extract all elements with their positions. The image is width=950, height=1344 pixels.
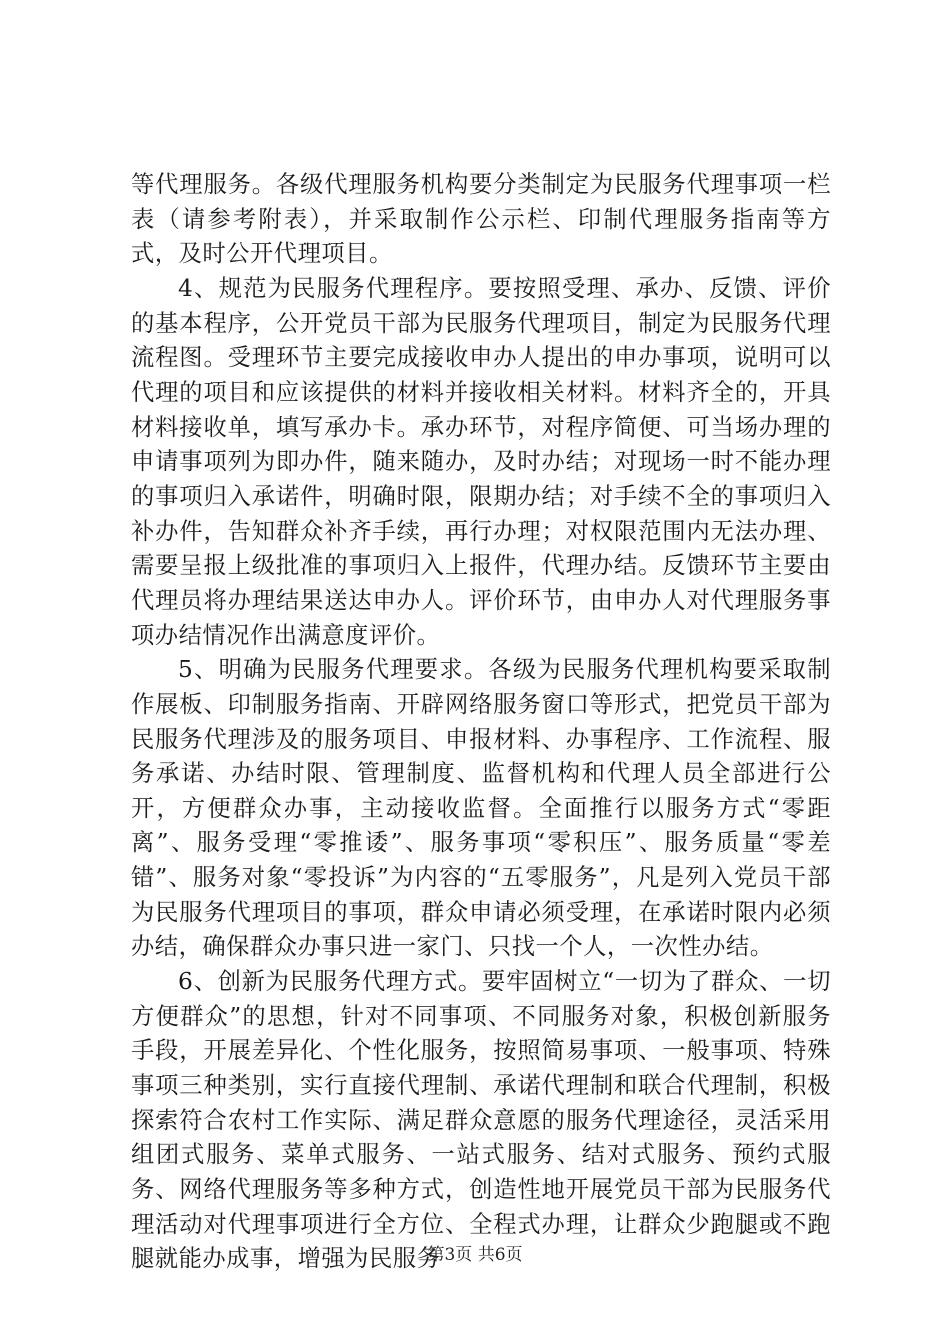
paragraph-item-6: 6、创新为民服务代理方式。要牢固树立“一切为了群众、一切方便群众”的思想，针对不同事项、不同服务对象，积极创新服务手段，开展差异化、个性化服务，按照简易事项、一般事项、特殊事项三种类别，实行直接代理制、承诺代理制和联合代理制，积极探索符合农村工作实际、满足群众意愿的服务代理途径，灵活采用组团式服务、菜单式服务、一站式服务、结对式服务、预约式服务、网络代理服务等多种方式，创造性地开展党员干部为民服务代理活动对代理事项进行全方位、全程式办理，让群众少跑腿或不跑腿就能办成事，增强为民服务 — [131, 968, 831, 1273]
document-body — [131, 168, 831, 1277]
paragraph-item-5: 5、明确为民服务代理要求。各级为民服务代理机构要采取制作展板、印制服务指南、开辟网络服务窗口等形式，把党员干部为民服务代理涉及的服务项目、申报材料、办事程序、工作流程、服务承诺、办结时限、管理制度、监督机构和代理人员全部进行公开，方便群众办事，主动接收监督。全面推行以服务方式“零距离”、服务受理“零推诿”、服务事项“零积压”、服务质量“零差错”、服务对象“零投诉”为内容的“五零服务”，凡是列入党员干部为民服务代理项目的事项，群众申请必须受理，在承诺时限内必须办结，确保群众办事只进一家门、只找一个人，一次性办结。 — [131, 656, 831, 961]
page-footer — [0, 1245, 950, 1265]
page-number-label: 第3页 共6页 — [427, 1245, 523, 1265]
paragraph-item-4: 4、规范为民服务代理程序。要按照受理、承办、反馈、评价的基本程序，公开党员干部为民服务代理项目，制定为民服务代理流程图。受理环节主要完成接收申办人提出的申办事项，说明可以代理的项目和应该提供的材料并接收相关材料。材料齐全的，开具材料接收单，填写承办卡。承办环节，对程序简便、可当场办理的申请事项列为即办件，随来随办，及时办结；对现场一时不能办理的事项归入承诺件，明确时限，限期办结；对手续不全的事项归入补办件，告知群众补齐手续，再行办理；对权限范围内无法办理、需要呈报上级批准的事项归入上报件，代理办结。反馈环节主要由代理员将办理结果送达申办人。评价环节，由申办人对代理服务事项办结情况作出满意度评价。 — [131, 274, 831, 649]
paragraph-continuation: 等代理服务。各级代理服务机构要分类制定为民服务代理事项一栏表（请参考附表），并采取制作公示栏、印制代理服务指南等方式，及时公开代理项目。 — [131, 171, 831, 268]
